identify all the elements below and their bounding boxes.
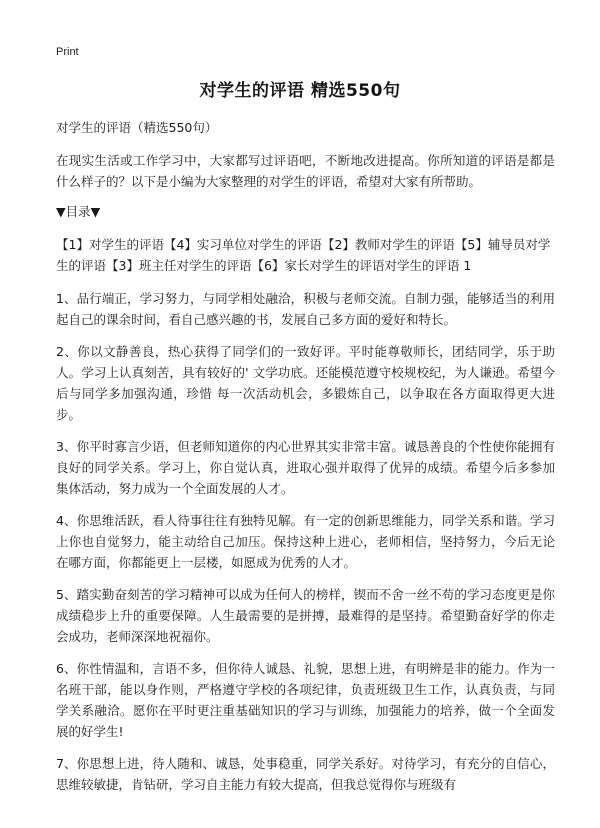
section-heading: 对学生的评语 1 bbox=[384, 258, 472, 273]
document-subtitle: 对学生的评语（精选550句） bbox=[56, 120, 218, 135]
toc-link-2[interactable]: 【2】教师对学生的评语 bbox=[321, 237, 455, 252]
intro-paragraph: 在现实生活或工作学习中，大家都写过评语吧，不断地改进提高。你所知道的评语是都是什么样子的？以下是小编为大家整理的对学生的评语，希望对大家有所帮助。 bbox=[56, 153, 555, 189]
comment-item: 5、踏实勤奋刻苦的学习精神可以成为任何人的榜样，锲而不舍一丝不苟的学习态度更是你成绩稳步上升的重要保障。人生最需要的是拼搏，最难得的是坚持。希望勤奋好学的你走会成功，老师深深地祝福你。 bbox=[56, 587, 555, 644]
comment-item: 3、你平时寡言少语，但老师知道你的内心世界其实非常丰富。诚恳善良的个性使你能拥有良好的同学关系。学习上，你自觉认真，进取心强并取得了优异的成绩。希望今后多参加集体活动，努力成为一个全面发展的人才。 bbox=[56, 439, 555, 496]
comment-item: 2、你以文静善良，热心获得了同学们的一致好评。平时能尊敬师长，团结同学，乐于助人。学习上认真刻苦，具有较好的' 文学功底。还能模范遵守校规校纪，为人谦逊。希望今后与同学多加强沟通，珍惜 每一次活动机会，多锻炼自己，以争取在各方面取得更大进步。 bbox=[56, 344, 555, 422]
page-title: 对学生的评语 精选550句 bbox=[199, 81, 401, 101]
comment-item: 1、品行端正，学习努力，与同学相处融洽，积极与老师交流。自制力强，能够适当的利用起自己的课余时间，看自己感兴趣的书，发展自己多方面的爱好和特长。 bbox=[56, 291, 555, 327]
comment-list bbox=[56, 288, 555, 795]
document-body bbox=[56, 118, 555, 806]
print-link[interactable]: Print bbox=[56, 46, 79, 58]
toc-link-1[interactable]: 【1】对学生的评语 bbox=[56, 237, 164, 252]
table-of-contents bbox=[56, 234, 555, 276]
comment-item: 4、你思维活跃，看人待事往往有独特见解。有一定的创新思维能力，同学关系和谐。学习上你也自觉努力，能主动给自己加压。保持这种上进心，老师相信，坚持努力，今后无论在哪方面，你都能更上一层楼，如愿成为优秀的人才。 bbox=[56, 513, 555, 570]
toc-heading[interactable]: ▼目录▼ bbox=[56, 204, 101, 219]
toc-link-4[interactable]: 【4】实习单位对学生的评语 bbox=[163, 237, 322, 252]
comment-item: 7、你思想上进，待人随和、诚恳，处事稳重，同学关系好。对待学习，有充分的自信心，思维较敏捷，肯钻研，学习自主能力有较大提高，但我总觉得你与班级有 bbox=[56, 756, 555, 792]
toc-link-5[interactable]: 【5】辅导员对学生的评语 bbox=[56, 237, 551, 273]
toc-link-3[interactable]: 【3】班主任对学生的评语 bbox=[106, 258, 252, 273]
toc-link-6[interactable]: 【6】家长对学生的评语 bbox=[251, 258, 385, 273]
comment-item: 6、你性情温和，言语不多，但你待人诚恳、礼貌，思想上进，有明辨是非的能力。作为一名班干部，能以身作则，严格遵守学校的各项纪律，负责班级卫生工作，认真负责，与同学关系融洽。愿你在平时更注重基础知识的学习与训练，加强能力的培养，做一个全面发展的好学生! bbox=[56, 661, 555, 739]
